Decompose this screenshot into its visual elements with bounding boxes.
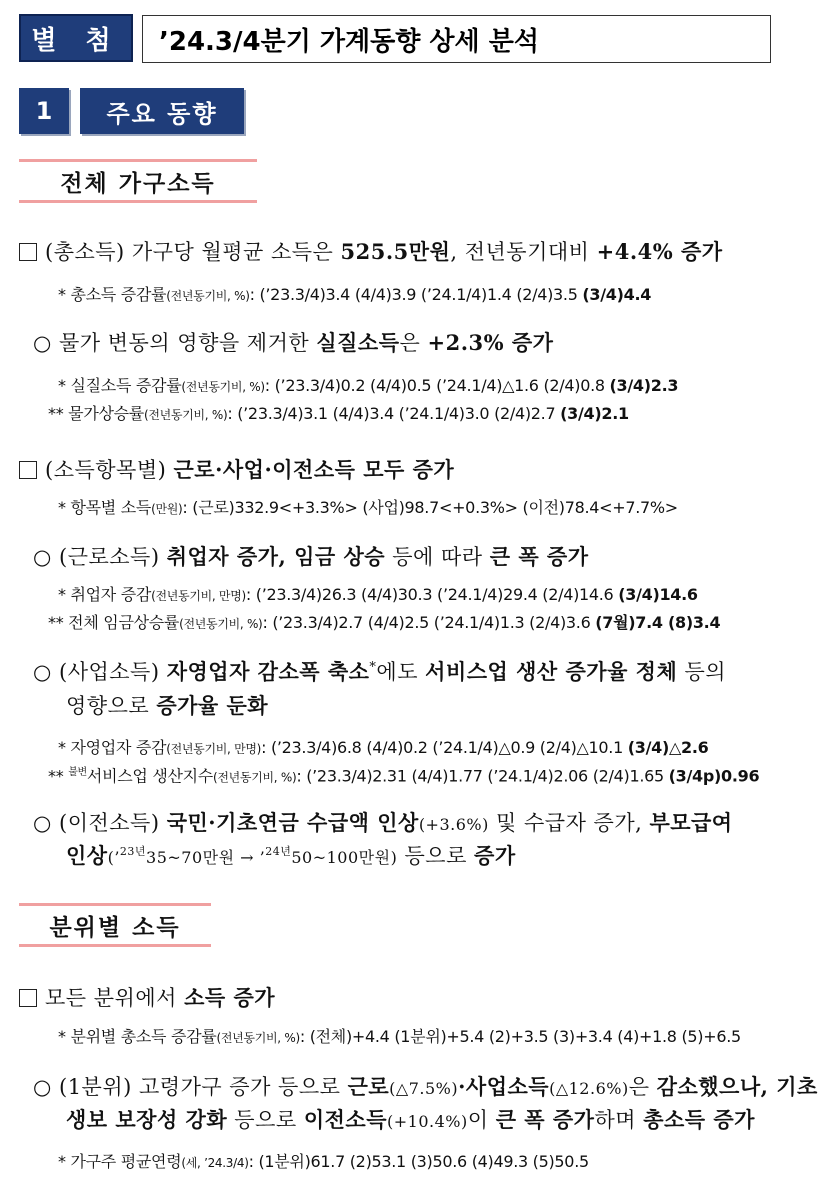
paragraph-total-income: (총소득) 가구당 월평균 소득은 525.5만원, 전년동기대비 +4.4% 증가 [19, 236, 723, 266]
note-quintile-growth: * 분위별 총소득 증감률(전년동기비, %): (전체)+4.4 (1분위)+5.4 (2)+3.5 (3)+3.4 (4)+1.8 (5)+6.5 [58, 1027, 741, 1046]
note-by-item: * 항목별 소득(만원): (근로)332.9<+3.3%> (사업)98.7<+0.3%> (이전)78.4<+7.7%> [58, 498, 678, 517]
paragraph-labor-income: ○ (근로소득) 취업자 증가, 임금 상승 등에 따라 큰 폭 증가 [33, 544, 589, 569]
note-employment: * 취업자 증감(전년동기비, 만명): (’23.3/4)26.3 (4/4)30.3 (’24.1/4)29.4 (2/4)14.6 (3/4)14.6 [58, 585, 698, 604]
paragraph-first-quintile-cont: 생보 보장성 강화 등으로 이전소득(+10.4%)이 큰 폭 증가하며 총소득 증가 [66, 1107, 755, 1132]
paragraph-transfer-income-cont: 인상(’$^{23년}$35~70만원 → ’$^{24년}$50~100만원) 등으로 증가 [66, 843, 516, 868]
attachment-tag: 별 첨 [19, 14, 133, 62]
paragraph-first-quintile: ○ (1분위) 고령가구 증가 등으로 근로(△7.5%)·사업소득(△12.6%)은 감소했으나, 기초 [33, 1074, 818, 1099]
paragraph-business-income-cont: 영향으로 증가율 둔화 [66, 693, 269, 718]
note-service-index: ** $^{불변}$서비스업 생산지수(전년동기비, %): (’23.3/4)2.31 (4/4)1.77 (’24.1/4)2.06 (2/4)1.65 (3/4p)0.96 [48, 766, 760, 786]
heading-rule-bottom [19, 200, 257, 203]
note-inflation: ** 물가상승률(전년동기비, %): (’23.3/4)3.1 (4/4)3.4 (’24.1/4)3.0 (2/4)2.7 (3/4)2.1 [48, 404, 629, 423]
paragraph-business-income: ○ (사업소득) 자영업자 감소폭 축소*에도 서비스업 생산 증가율 정체 등의 [33, 659, 727, 684]
note-wage-growth: ** 전체 임금상승률(전년동기비, %): (’23.3/4)2.7 (4/4)2.5 (’24.1/4)1.3 (2/4)3.6 (7월)7.4 (8)3.4 [48, 613, 721, 632]
paragraph-by-item: (소득항목별) 근로·사업·이전소득 모두 증가 [19, 454, 454, 484]
note-total-income: * 총소득 증감률(전년동기비, %): (’23.3/4)3.4 (4/4)3.9 (’24.1/4)1.4 (2/4)3.5 (3/4)4.4 [58, 285, 652, 304]
section-title: 주요 동향 [80, 88, 244, 134]
note-self-employed: * 자영업자 증감(전년동기비, 만명): (’23.3/4)6.8 (4/4)0.2 (’24.1/4)△0.9 (2/4)△10.1 (3/4)△2.6 [58, 738, 709, 757]
note-head-age: * 가구주 평균연령(세, ’24.3/4): (1분위)61.7 (2)53.1 (3)50.6 (4)49.3 (5)50.5 [58, 1152, 589, 1171]
paragraph-transfer-income: ○ (이전소득) 국민·기초연금 수급액 인상(+3.6%) 및 수급자 증가, 부모급여 [33, 810, 733, 835]
subheading-total-income: 전체 가구소득 [60, 171, 216, 197]
paragraph-all-quintiles: 모든 분위에서 소득 증가 [19, 982, 275, 1012]
checkbox-square-icon [19, 461, 37, 479]
heading-rule-top [19, 159, 257, 162]
checkbox-square-icon [19, 243, 37, 261]
section-number: 1 [19, 88, 69, 134]
paragraph-real-income: ○ 물가 변동의 영향을 제거한 실질소득은 +2.3% 증가 [33, 330, 554, 355]
subheading-quintile-income: 분위별 소득 [49, 915, 181, 941]
heading-rule-bottom [19, 944, 211, 947]
heading-rule-top [19, 903, 211, 906]
document-title: ’24.3/4분기 가계동향 상세 분석 [142, 15, 771, 63]
checkbox-square-icon [19, 989, 37, 1007]
note-real-income: * 실질소득 증감률(전년동기비, %): (’23.3/4)0.2 (4/4)0.5 (’24.1/4)△1.6 (2/4)0.8 (3/4)2.3 [58, 376, 679, 395]
